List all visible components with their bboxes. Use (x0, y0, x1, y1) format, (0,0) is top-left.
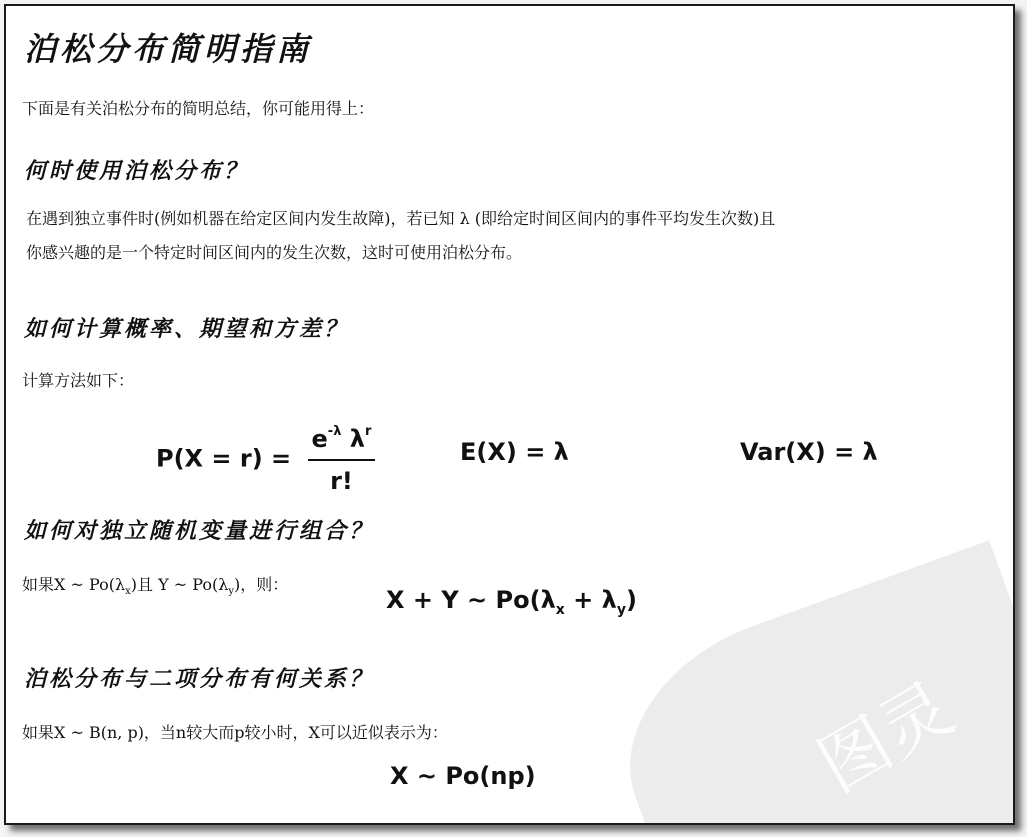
num-lambda: λ (349, 425, 365, 453)
combine-formula-mid: + λ (564, 586, 617, 614)
heading-when-to-use: 何时使用泊松分布？ (24, 159, 250, 184)
expectation-formula: E(X) = λ (460, 438, 569, 466)
watermark-shape (594, 540, 1015, 825)
intro-text: 下面是有关泊松分布的简明总结，你可能用得上： (22, 99, 375, 118)
probability-numerator (308, 424, 376, 461)
when-to-use-line-1: 在遇到独立事件时(例如机器在给定区间内发生故障)，若已知 λ (即给定时间区间内的事件平均发生次数)且 (26, 209, 776, 228)
combine-text (22, 572, 288, 597)
watermark-seal: 图灵 (804, 666, 967, 808)
calc-intro-text: 计算方法如下： (22, 371, 135, 390)
combine-formula-pre: X + Y ~ Po(λ (386, 586, 556, 614)
num-e: e (311, 425, 328, 453)
probability-lhs: P(X = r) = (156, 444, 292, 473)
combine-formula (386, 586, 637, 618)
page-title: 泊松分布简明指南 (24, 30, 313, 68)
heading-combine-variables: 如何对独立随机变量进行组合？ (24, 519, 375, 544)
combine-sub-x: x (125, 586, 131, 597)
binomial-formula: X ~ Po(np) (390, 762, 536, 790)
binomial-text: 如果X ~ B(n, p)，当n较大而p较小时，X可以近似表示为： (22, 723, 448, 742)
combine-text-pre: 如果X ~ Po(λ (22, 575, 126, 594)
combine-formula-sub-x: x (555, 602, 565, 618)
combine-sub-y: y (228, 586, 235, 597)
when-to-use-text (26, 202, 996, 270)
probability-formula (156, 424, 375, 495)
heading-binomial-relation: 泊松分布与二项分布有何关系？ (24, 667, 375, 692)
when-to-use-line-2: 你感兴趣的是一个特定时间区间内的发生次数，这时可使用泊松分布。 (26, 243, 523, 262)
summary-card (4, 4, 1015, 825)
heading-how-to-calculate: 如何计算概率、期望和方差？ (24, 317, 350, 342)
probability-denominator: r! (330, 467, 353, 495)
probability-fraction (308, 424, 376, 495)
num-r: r (364, 424, 372, 439)
combine-formula-sub-y: y (616, 602, 626, 618)
combine-text-post: )，则： (234, 575, 289, 594)
combine-formula-post: ) (625, 586, 637, 614)
variance-formula: Var(X) = λ (740, 438, 878, 466)
num-exponent: -λ (327, 424, 342, 439)
combine-text-mid: )且 Y ~ Po(λ (130, 575, 229, 594)
